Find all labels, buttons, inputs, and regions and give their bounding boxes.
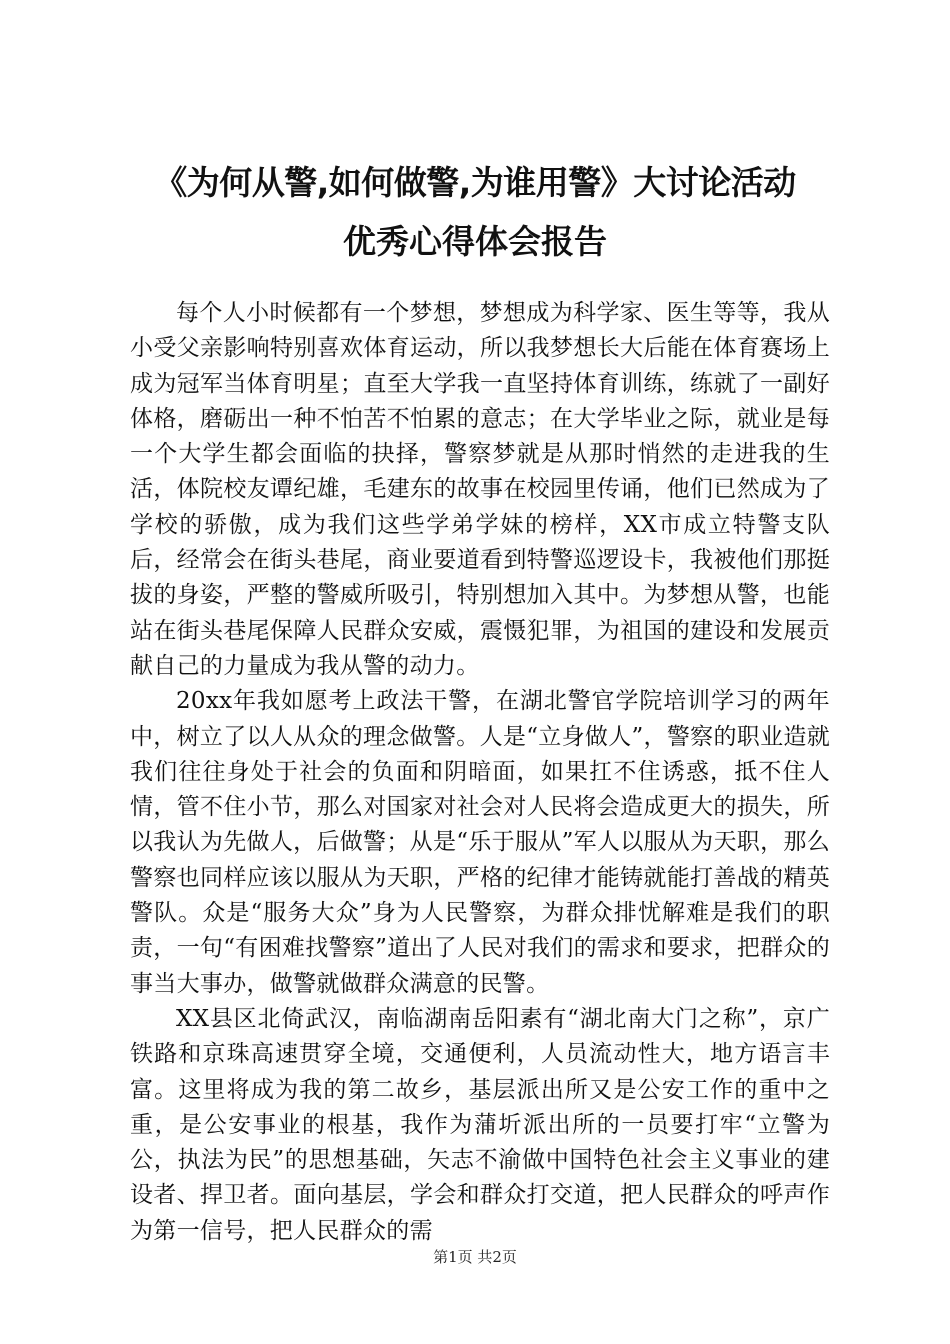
paragraph-3: XX县区北倚武汉，南临湖南岳阳素有“湖北南大门之称”，京广铁路和京珠高速贯穿全境，交通便利，人员流动性大，地方语言丰富。这里将成为我的第二故乡，基层派出所又是公安工作的重中之重，是公安事业的根基，我作为蒲圻派出所的一员要打牢“立警为公，执法为民”的思想基础，矢志不渝做中国特色社会主义事业的建设者、捍卫者。面向基层，学会和群众打交道，把人民群众的呼声作为第一信号，把人民群众的需 xyxy=(130,1005,830,1244)
page-number-footer: 第1页 共2页 xyxy=(433,1248,517,1266)
paragraph-2: 20xx年我如愿考上政法干警，在湖北警官学院培训学习的两年中，树立了以人从众的理念做警。人是“立身做人”，警察的职业造就我们往往身处于社会的负面和阴暗面，如果扛不住诱惑，抵不住人情，管不住小节，那么对国家对社会对人民将会造成更大的损失，所以我认为先做人，后做警；从是“乐于服从”军人以服从为天职，那么警察也同样应该以服从为天职，严格的纪律才能铸就能打善战的精英警队。众是“服务大众”身为人民警察，为群众排忧解难是我们的职责，一句“有困难找警察”道出了人民对我们的需求和要求，把群众的事当大事办，做警就做群众满意的民警。 xyxy=(130,688,830,997)
document-body xyxy=(130,296,830,1244)
document-title-line-1: 《为何从警,如何做警,为谁用警》大讨论活动 xyxy=(154,163,796,202)
document-title-line-2: 优秀心得体会报告 xyxy=(343,222,607,261)
paragraph-1: 每个人小时候都有一个梦想，梦想成为科学家、医生等等，我从小受父亲影响特别喜欢体育运动，所以我梦想长大后能在体育赛场上成为冠军当体育明星；直至大学我一直坚持体育训练，练就了一副好体格，磨砺出一种不怕苦不怕累的意志；在大学毕业之际，就业是每一个大学生都会面临的抉择，警察梦就是从那时悄然的走进我的生活，体院校友谭纪雄，毛建东的故事在校园里传诵，他们已然成为了学校的骄傲，成为我们这些学弟学妹的榜样，XX市成立特警支队后，经常会在街头巷尾，商业要道看到特警巡逻设卡，我被他们那挺拔的身姿，严整的警威所吸引，特别想加入其中。为梦想从警，也能站在街头巷尾保障人民群众安威，震慑犯罪，为祖国的建设和发展贡献自己的力量成为我从警的动力。 xyxy=(130,300,830,679)
